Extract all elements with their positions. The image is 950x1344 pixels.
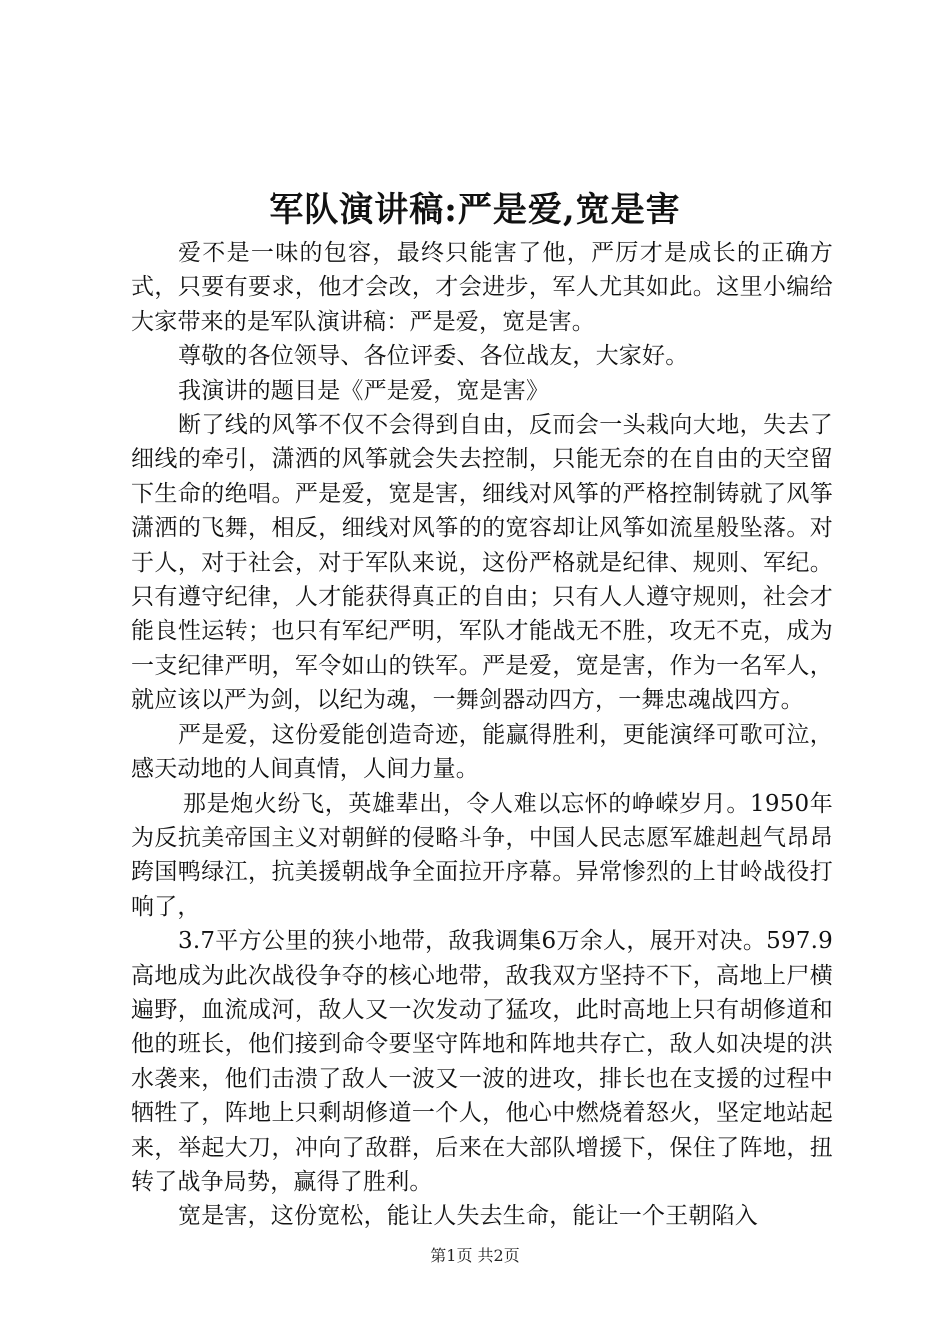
paragraph-topic: 我演讲的题目是《严是爱，宽是害》 xyxy=(178,377,550,404)
document-title: 军队演讲稿:严是爱,宽是害 xyxy=(269,190,681,230)
paragraph-strict-love: 严是爱，这份爱能创造奇迹，能赢得胜利，更能演绎可歌可泣，感天动地的人间真情，人间力量。 xyxy=(131,721,833,783)
paragraph-greeting: 尊敬的各位领导、各位评委、各位战友，大家好。 xyxy=(178,343,689,370)
paragraph-intro: 爱不是一味的包容，最终只能害了他，严厉才是成长的正确方式，只要有要求，他才会改，才会进步，军人尤其如此。这里小编给大家带来的是军队演讲稿：严是爱，宽是害。 xyxy=(131,240,833,335)
paragraph-kite: 断了线的风筝不仅不会得到自由，反而会一头栽向大地，失去了细线的牵引，潇洒的风筝就会失去控制，只能无奈的在自由的天空留下生命的绝唱。严是爱，宽是害，细线对风筝的严格控制铸就了风筝潇洒的飞舞，相反，细线对风筝的的宽容却让风筝如流星般坠落。对于人，对于社会，对于军队来说，这份严格就是纪律、规则、军纪。只有遵守纪律，人才能获得真正的自由；只有人人遵守规则，社会才能良性运转；也只有军纪严明，军队才能战无不胜，攻无不克，成为一支纪律严明，军令如山的铁军。严是爱，宽是害，作为一名军人，就应该以严为剑，以纪为魂，一舞剑器动四方，一舞忠魂战四方。 xyxy=(131,412,833,714)
paragraph-war-years: 那是炮火纷飞，英雄辈出，令人难以忘怀的峥嵘岁月。1950年为反抗美帝国主义对朝鲜的侵略斗争，中国人民志愿军雄赳赳气昂昂跨国鸭绿江，抗美援朝战争全面拉开序幕。异常惨烈的上甘岭战役打响了， xyxy=(131,790,833,920)
paragraph-lenient-harm: 宽是害，这份宽松，能让人失去生命，能让一个王朝陷入 xyxy=(178,1203,758,1230)
page-number: 第1页 共2页 xyxy=(430,1246,520,1265)
paragraph-battle: 3.7平方公里的狭小地带，敌我调集6万余人，展开对决。597.9高地成为此次战役争夺的核心地带，敌我双方坚持不下，高地上尸横遍野，血流成河，敌人又一次发动了猛攻，此时高地上只有胡修道和他的班长，他们接到命令要坚守阵地和阵地共存亡，敌人如决堤的洪水袭来，他们击溃了敌人一波又一波的进攻，排长也在支援的过程中牺牲了，阵地上只剩胡修道一个人，他心中燃烧着怒火，坚定地站起来，举起大刀，冲向了敌群，后来在大部队增援下，保住了阵地，扭转了战争局势，赢得了胜利。 xyxy=(131,928,833,1195)
document-body xyxy=(131,236,833,1234)
